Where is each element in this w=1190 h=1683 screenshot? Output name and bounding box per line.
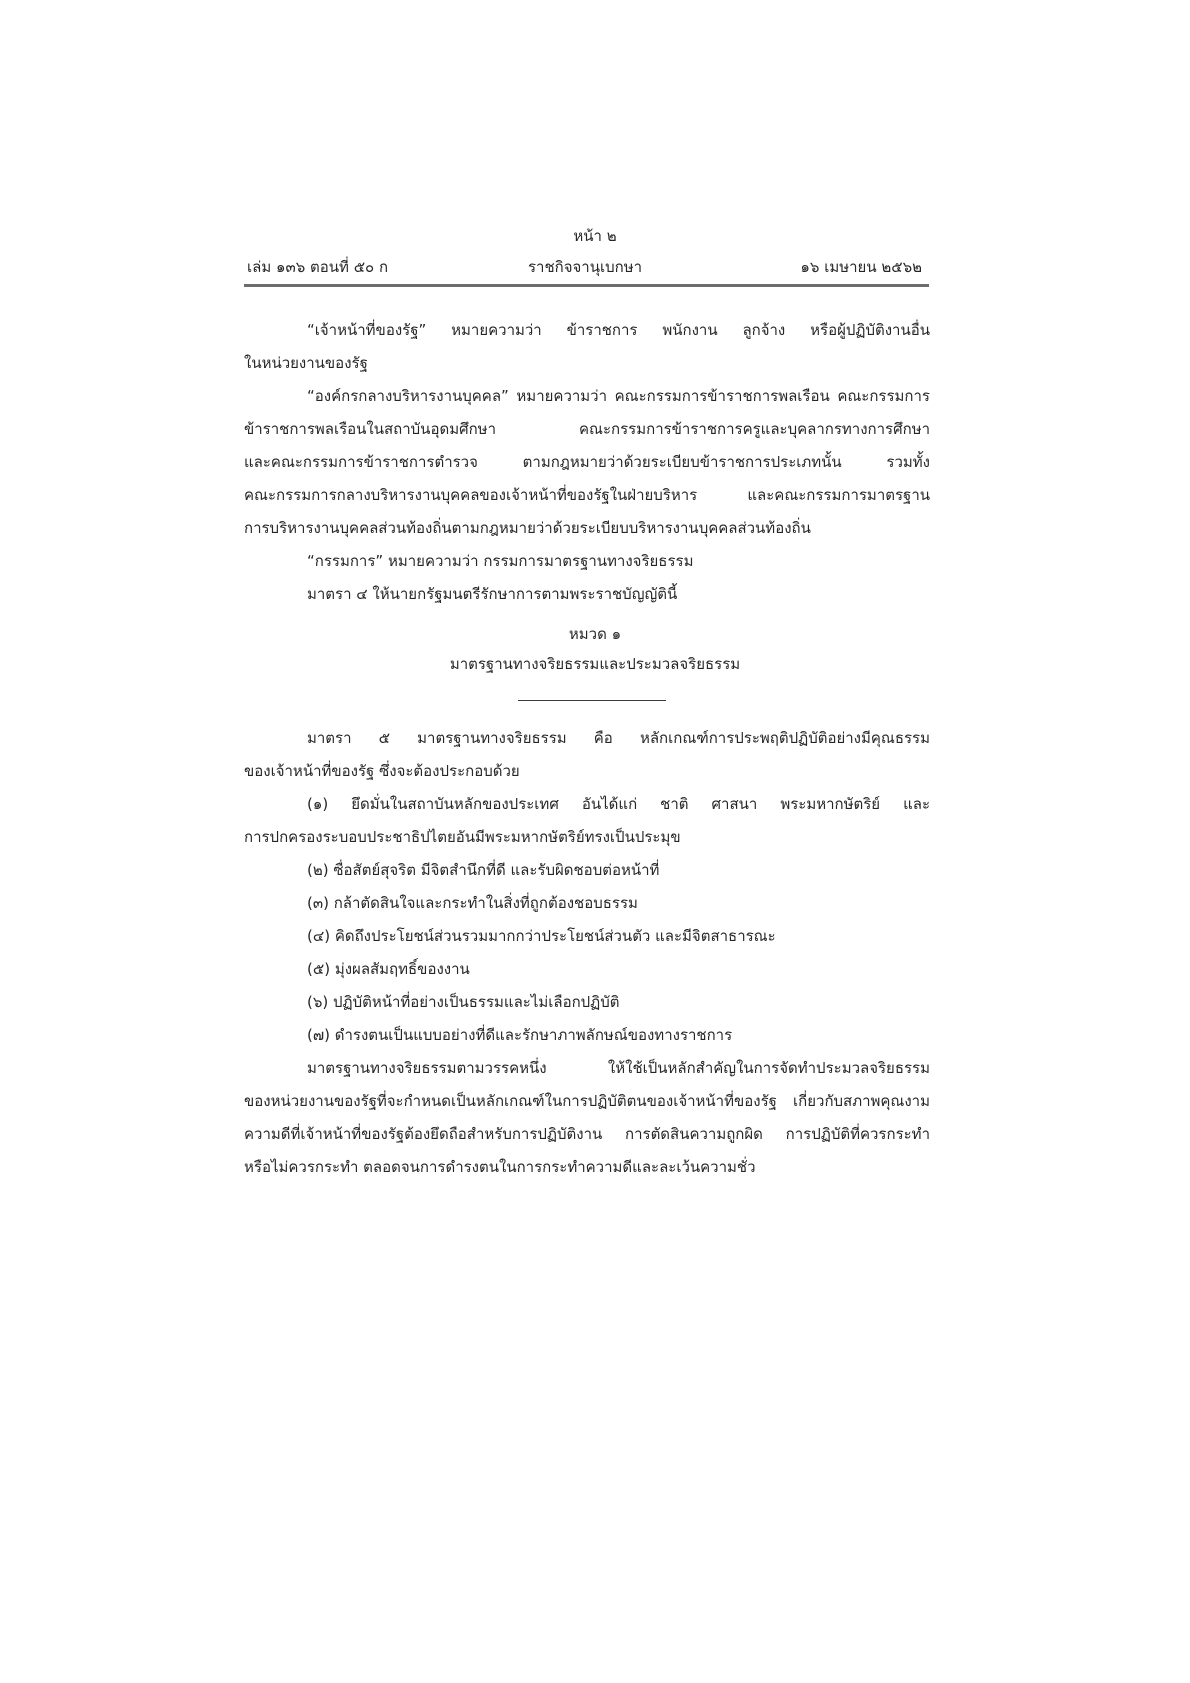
text-line: การปกครองระบอบประชาธิปไตยอันมีพระมหากษัตริย์ทรงเป็นประมุข (244, 828, 681, 846)
list-item: (๔) คิดถึงประโยชน์ส่วนรวมมากกว่าประโยชน์ส่วนตัว และมีจิตสาธารณะ (307, 927, 776, 945)
text-line: มาตรา ๔ ให้นายกรัฐมนตรีรักษาการตามพระราชบัญญัตินี้ (307, 585, 678, 603)
volume-issue: เล่ม ๑๓๖ ตอนที่ ๕๐ ก (247, 258, 389, 276)
text-line: ของหน่วยงานของรัฐที่จะกำหนดเป็นหลักเกณฑ์ในการปฏิบัติตนของเจ้าหน้าที่ของรัฐ เกี่ยวกับสภาพคุณงาม (244, 1092, 930, 1110)
text-line: ข้าราชการพลเรือนในสถาบันอุดมศึกษา คณะกรรมการข้าราชการครูและบุคลากรทางการศึกษา (244, 420, 930, 438)
section-5-items (244, 854, 930, 1052)
definition-state-official (244, 314, 930, 380)
section-5-item-1 (244, 788, 930, 854)
chapter-number: หมวด ๑ (568, 625, 622, 643)
text-line: ในหน่วยงานของรัฐ (244, 354, 368, 372)
section-5-intro (244, 722, 930, 788)
list-item: (๗) ดำรงตนเป็นแบบอย่างที่ดีและรักษาภาพลักษณ์ของทางราชการ (307, 1026, 733, 1044)
text-line: ของเจ้าหน้าที่ของรัฐ ซึ่งจะต้องประกอบด้วย (244, 762, 520, 780)
text-line: “กรรมการ” หมายความว่า กรรมการมาตรฐานทางจริยธรรม (307, 552, 694, 570)
list-item: (๕) มุ่งผลสัมฤทธิ์ของงาน (307, 960, 470, 978)
list-item: (๖) ปฏิบัติหน้าที่อย่างเป็นธรรมและไม่เลือกปฏิบัติ (307, 993, 620, 1011)
publication-date: ๑๖ เมษายน ๒๕๖๒ (800, 258, 922, 276)
text-line: “เจ้าหน้าที่ของรัฐ” หมายความว่า ข้าราชการ พนักงาน ลูกจ้าง หรือผู้ปฏิบัติงานอื่น (307, 321, 930, 339)
text-line: มาตรา ๕ มาตรฐานทางจริยธรรม คือ หลักเกณฑ์การประพฤติปฏิบัติอย่างมีคุณธรรม (307, 729, 930, 747)
text-line: “องค์กรกลางบริหารงานบุคคล” หมายความว่า คณะกรรมการข้าราชการพลเรือน คณะกรรมการ (307, 387, 930, 405)
chapter-title: มาตรฐานทางจริยธรรมและประมวลจริยธรรม (449, 655, 741, 673)
header-divider (244, 284, 929, 287)
text-line: มาตรฐานทางจริยธรรมตามวรรคหนึ่ง ให้ใช้เป็นหลักสำคัญในการจัดทำประมวลจริยธรรม (307, 1059, 930, 1077)
text-line: การบริหารงานบุคคลส่วนท้องถิ่นตามกฎหมายว่าด้วยระเบียบบริหารงานบุคคลส่วนท้องถิ่น (244, 519, 811, 537)
chapter-divider (518, 700, 666, 701)
text-line: และคณะกรรมการข้าราชการตำรวจ ตามกฎหมายว่าด้วยระเบียบข้าราชการประเภทนั้น รวมทั้ง (244, 453, 930, 471)
list-item: (๓) กล้าตัดสินใจและกระทำในสิ่งที่ถูกต้องชอบธรรม (307, 894, 638, 912)
publication-name: ราชกิจจานุเบกษา (527, 258, 643, 276)
text-line: (๑) ยึดมั่นในสถาบันหลักของประเทศ อันได้แก่ ชาติ ศาสนา พระมหากษัตริย์ และ (307, 795, 930, 813)
list-item: (๒) ซื่อสัตย์สุจริต มีจิตสำนึกที่ดี และรับผิดชอบต่อหน้าที่ (307, 861, 660, 879)
definition-commission (244, 545, 930, 578)
page-number: หน้า ๒ (573, 227, 617, 245)
text-line: ความดีที่เจ้าหน้าที่ของรัฐต้องยึดถือสำหรับการปฏิบัติงาน การตัดสินความถูกผิด การปฏิบัติที่ควรกระทำ (244, 1125, 930, 1143)
section-5-closing (244, 1052, 930, 1184)
definition-hr-agency (244, 380, 930, 545)
section-4 (244, 578, 930, 611)
text-line: คณะกรรมการกลางบริหารงานบุคคลของเจ้าหน้าที่ของรัฐในฝ่ายบริหาร และคณะกรรมการมาตรฐาน (244, 486, 930, 504)
gazette-header (240, 256, 930, 278)
text-line: หรือไม่ควรกระทำ ตลอดจนการดำรงตนในการกระทำความดีและละเว้นความชั่ว (244, 1158, 756, 1176)
